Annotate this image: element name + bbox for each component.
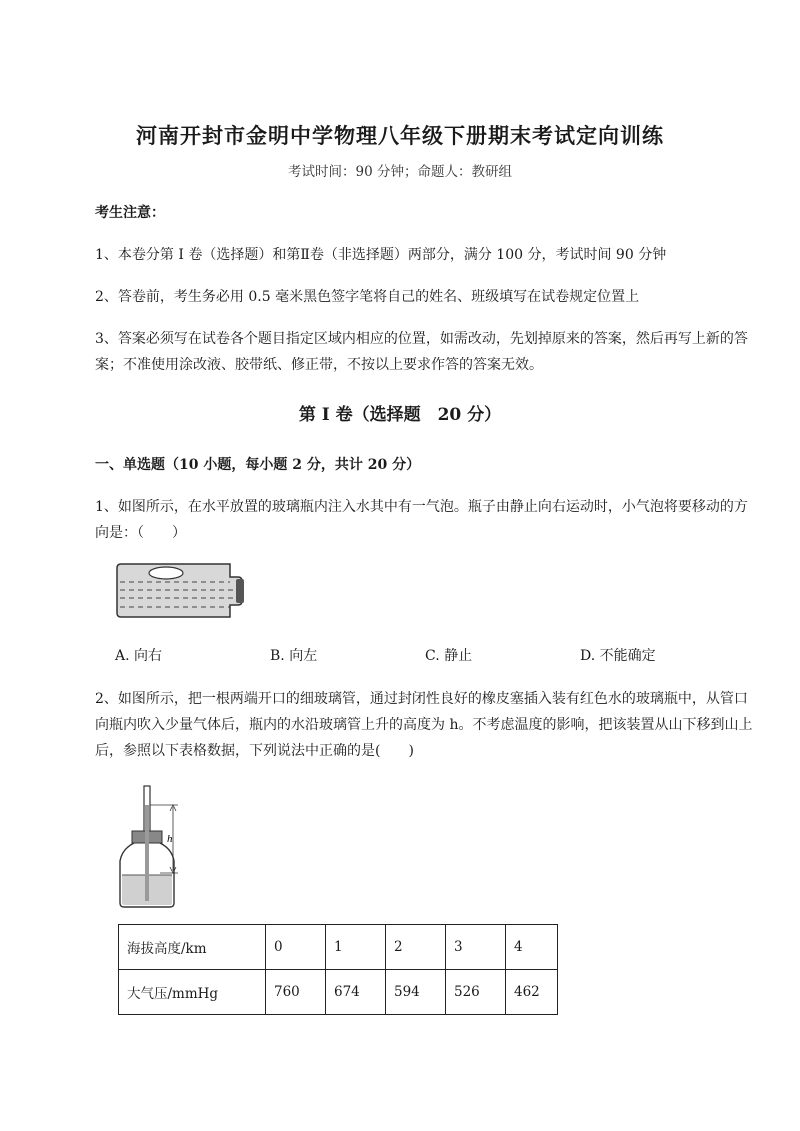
- table-cell: 594: [386, 970, 446, 1015]
- page-title: 河南开封市金明中学物理八年级下册期末考试定向训练: [136, 123, 664, 148]
- question-1-stem: 1、如图所示，在水平放置的玻璃瓶内注入水其中有一气泡。瓶子由静止向右运动时，小气泡将要移动的方向是：（ ）: [95, 499, 748, 541]
- part-heading: 一、单选题（10 小题，每小题 2 分，共计 20 分）: [95, 457, 421, 473]
- section-title: 第 I 卷（选择题 20 分）: [298, 405, 502, 425]
- table-cell: 1: [326, 925, 386, 970]
- notice-item-1: 1、本卷分第 I 卷（选择题）和第Ⅱ卷（非选择题）两部分，满分 100 分，考试时间 90 分钟: [95, 247, 667, 263]
- question-2-stem: 2、如图所示，把一根两端开口的细玻璃管，通过封闭性良好的橡皮塞插入装有红色水的玻璃瓶中，从管口向瓶内吹入少量气体后，瓶内的水沿玻璃管上升的高度为 h。不考虑温度的影响，把该装置从山下移到山上后，参照以下表格数据，下列说法中正确的是( ): [95, 691, 753, 759]
- notice-heading: 考生注意：: [95, 205, 165, 221]
- table-cell: 462: [506, 970, 558, 1015]
- q1-option-b[interactable]: B. 向左: [270, 648, 318, 664]
- table-cell: 2: [386, 925, 446, 970]
- table-cell: 760: [266, 970, 326, 1015]
- table-cell: 4: [506, 925, 558, 970]
- altitude-pressure-table: [118, 924, 558, 1015]
- table-cell: 674: [326, 970, 386, 1015]
- table-row: [119, 925, 558, 970]
- height-label-h: h: [167, 833, 173, 845]
- q1-option-c[interactable]: C. 静止: [425, 648, 473, 664]
- table-cell: 海拔高度/km: [119, 925, 266, 970]
- table-cell: 526: [446, 970, 506, 1015]
- notice-item-3: 3、答案必须写在试卷各个题目指定区域内相应的位置，如需改动，先划掉原来的答案，然后再写上新的答案；不准使用涂改液、胶带纸、修正带，不按以上要求作答的答案无效。: [95, 331, 748, 373]
- glass-bottle-tube-figure: [112, 785, 202, 910]
- q1-option-a[interactable]: A. 向右: [115, 648, 163, 664]
- q1-option-d[interactable]: D. 不能确定: [580, 648, 656, 664]
- horizontal-bottle-figure: [112, 560, 252, 620]
- table-row: [119, 970, 558, 1015]
- table-cell: 0: [266, 925, 326, 970]
- page-subtitle: 考试时间：90 分钟；命题人：教研组: [288, 164, 512, 180]
- notice-item-2: 2、答卷前，考生务必用 0.5 毫米黑色签字笔将自己的姓名、班级填写在试卷规定位置上: [95, 289, 640, 305]
- table-cell: 3: [446, 925, 506, 970]
- table-cell: 大气压/mmHg: [119, 970, 266, 1015]
